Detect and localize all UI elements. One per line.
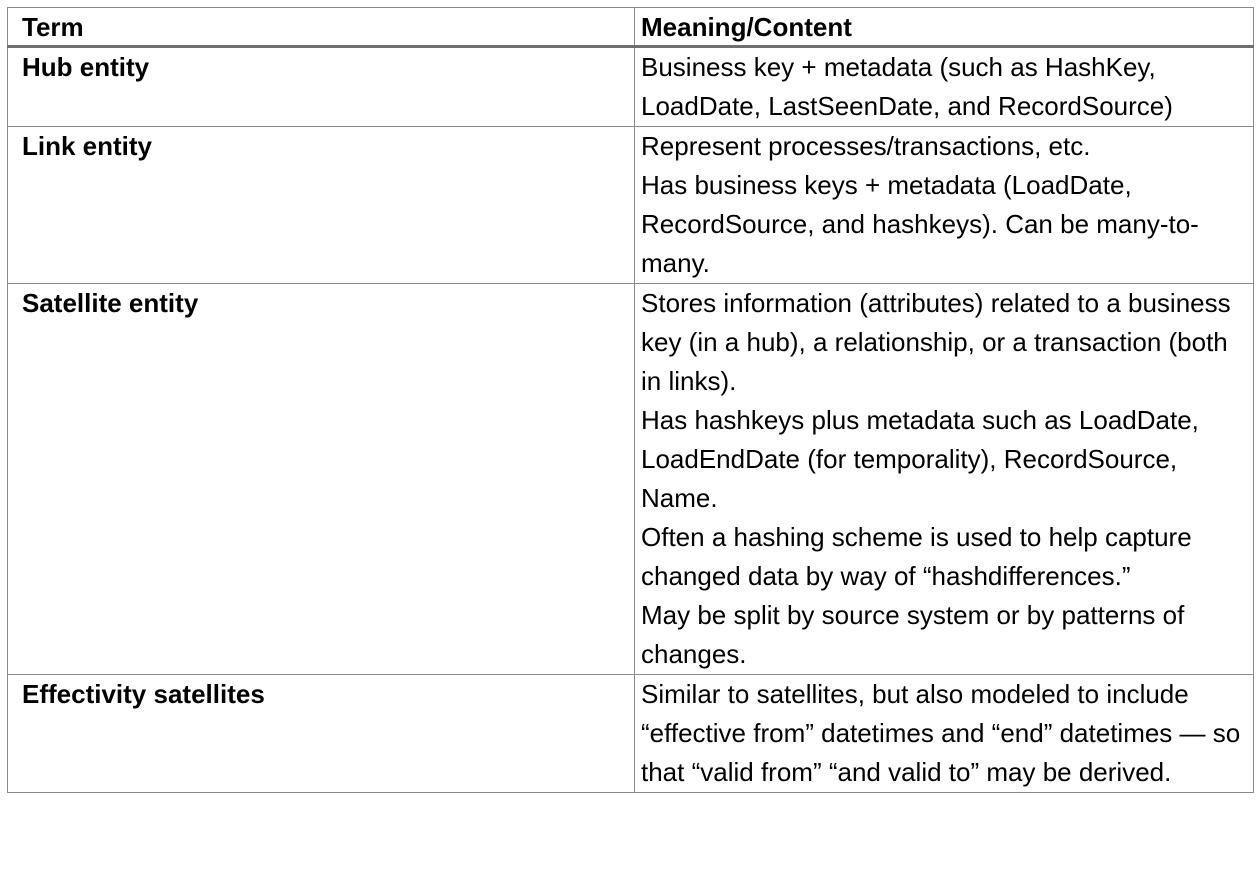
term-cell: Hub entity <box>8 47 635 127</box>
meaning-cell <box>635 284 1254 675</box>
meaning-cell <box>635 47 1254 127</box>
meaning-line: Stores information (attributes) related to a business key (in a hub), a relationship, or a transaction (both in links). <box>641 288 1231 396</box>
meaning-column-header: Meaning/Content <box>635 8 1254 47</box>
meaning-line: Business key + metadata (such as HashKey, LoadDate, LastSeenDate, and RecordSource) <box>641 52 1173 121</box>
meaning-line: May be split by source system or by patterns of changes. <box>641 600 1185 669</box>
table-row-hub-entity <box>8 47 1254 127</box>
term-column-header: Term <box>8 8 635 47</box>
terms-table <box>7 7 1254 793</box>
term-cell: Satellite entity <box>8 284 635 675</box>
term-cell: Link entity <box>8 127 635 284</box>
table-row-effectivity-satellites <box>8 675 1254 793</box>
table-body <box>8 47 1254 793</box>
meaning-line: Represent processes/transactions, etc. <box>641 131 1091 161</box>
table-row-satellite-entity <box>8 284 1254 675</box>
table-header <box>8 8 1254 47</box>
header-row <box>8 8 1254 47</box>
meaning-cell <box>635 127 1254 284</box>
term-cell: Effectivity satellites <box>8 675 635 793</box>
meaning-line: Has business keys + metadata (LoadDate, RecordSource, and hashkeys). Can be many-to-many. <box>641 170 1199 278</box>
meaning-line: Similar to satellites, but also modeled to include “effective from” datetimes and “end” datetimes — so that “valid from” “and valid to” may be derived. <box>641 679 1241 787</box>
meaning-line: Often a hashing scheme is used to help capture changed data by way of “hashdifferences.” <box>641 522 1192 591</box>
meaning-cell <box>635 675 1254 793</box>
meaning-line: Has hashkeys plus metadata such as LoadDate, LoadEndDate (for temporality), RecordSource, Name. <box>641 405 1199 513</box>
table-row-link-entity <box>8 127 1254 284</box>
